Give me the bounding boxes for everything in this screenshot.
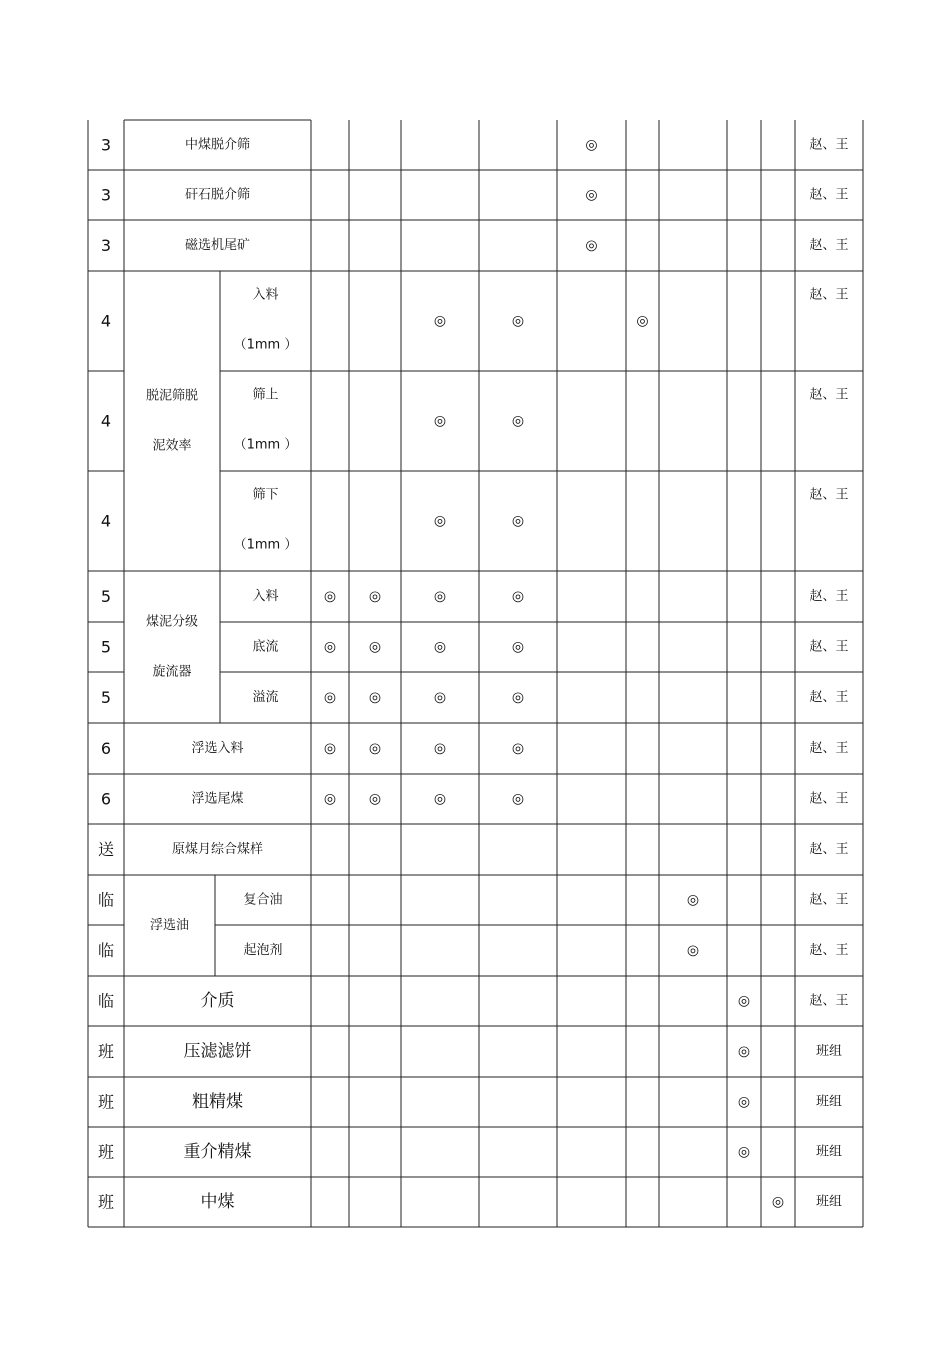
check-mark: ◎ bbox=[368, 740, 382, 757]
responsible-party: 班组 bbox=[815, 1094, 843, 1110]
check-mark: ◎ bbox=[585, 237, 598, 254]
row-code: 6 bbox=[100, 789, 112, 809]
responsible-party: 班组 bbox=[815, 1144, 843, 1160]
item-name: 中煤脱介筛 bbox=[184, 137, 251, 153]
sub-item-name: 入料 bbox=[252, 287, 279, 303]
check-mark: ◎ bbox=[511, 689, 525, 706]
row-code: 5 bbox=[100, 637, 112, 657]
responsible-party: 赵、王 bbox=[809, 487, 849, 503]
responsible-party: 赵、王 bbox=[809, 387, 849, 403]
check-mark: ◎ bbox=[737, 1144, 751, 1160]
check-mark: ◎ bbox=[323, 689, 337, 706]
check-mark: ◎ bbox=[511, 413, 525, 429]
row-code: 临 bbox=[97, 991, 115, 1011]
responsible-party: 赵、王 bbox=[809, 137, 849, 153]
sub-item-name: 复合油 bbox=[243, 892, 283, 908]
check-mark: ◎ bbox=[433, 639, 447, 655]
check-mark: ◎ bbox=[368, 791, 382, 807]
check-mark: ◎ bbox=[511, 639, 525, 655]
row-code: 4 bbox=[100, 311, 112, 331]
check-mark: ◎ bbox=[686, 942, 700, 959]
sub-item-size: （1mm ） bbox=[233, 537, 298, 553]
responsible-party: 赵、王 bbox=[809, 639, 849, 655]
check-mark: ◎ bbox=[511, 313, 525, 329]
responsible-party: 班组 bbox=[815, 1194, 843, 1210]
sub-item-name: 筛上 bbox=[252, 387, 279, 403]
responsible-party: 赵、王 bbox=[809, 892, 849, 908]
row-code: 班 bbox=[97, 1142, 115, 1162]
responsible-party: 赵、王 bbox=[809, 187, 849, 203]
check-mark: ◎ bbox=[323, 588, 337, 605]
row-code: 5 bbox=[100, 688, 112, 707]
check-mark: ◎ bbox=[433, 740, 447, 757]
check-mark: ◎ bbox=[511, 740, 525, 757]
row-code: 6 bbox=[100, 739, 112, 758]
check-mark: ◎ bbox=[368, 689, 382, 706]
check-mark: ◎ bbox=[636, 313, 649, 329]
check-mark: ◎ bbox=[433, 791, 447, 807]
item-name: 磁选机尾矿 bbox=[184, 238, 251, 253]
sub-item-name: 起泡剂 bbox=[243, 943, 283, 958]
check-mark: ◎ bbox=[511, 588, 525, 605]
responsible-party: 赵、王 bbox=[809, 791, 849, 807]
group-name: 脱泥筛脱 bbox=[145, 388, 199, 404]
responsible-party: 赵、王 bbox=[809, 589, 849, 604]
row-code: 临 bbox=[97, 890, 115, 910]
row-code: 临 bbox=[97, 941, 115, 960]
responsible-party: 赵、王 bbox=[809, 993, 849, 1009]
row-code: 4 bbox=[100, 511, 112, 531]
check-mark: ◎ bbox=[585, 137, 598, 153]
check-mark: ◎ bbox=[433, 588, 447, 605]
item-name: 矸石脱介筛 bbox=[184, 187, 251, 203]
responsible-party: 赵、王 bbox=[809, 287, 849, 303]
check-mark: ◎ bbox=[511, 791, 525, 807]
item-name: 粗精煤 bbox=[192, 1092, 243, 1112]
responsible-party: 赵、王 bbox=[809, 741, 849, 756]
check-mark: ◎ bbox=[323, 639, 337, 655]
row-code: 班 bbox=[97, 1092, 115, 1112]
item-name: 压滤滤饼 bbox=[183, 1041, 252, 1062]
row-code: 5 bbox=[100, 587, 112, 606]
row-code: 3 bbox=[100, 236, 112, 255]
group-name: 浮选油 bbox=[149, 918, 190, 933]
responsible-party: 赵、王 bbox=[809, 238, 849, 253]
row-code: 3 bbox=[100, 185, 112, 205]
responsible-party: 班组 bbox=[815, 1044, 843, 1059]
check-mark: ◎ bbox=[368, 639, 382, 655]
check-mark: ◎ bbox=[368, 588, 382, 605]
sub-item-name: 筛下 bbox=[252, 487, 279, 503]
item-name: 浮选入料 bbox=[191, 741, 244, 756]
item-name: 中煤 bbox=[200, 1192, 235, 1212]
check-mark: ◎ bbox=[511, 513, 525, 529]
check-mark: ◎ bbox=[737, 1094, 751, 1110]
check-mark: ◎ bbox=[771, 1194, 785, 1210]
check-mark: ◎ bbox=[323, 791, 337, 807]
check-mark: ◎ bbox=[585, 187, 598, 203]
item-name: 原煤月综合煤样 bbox=[171, 842, 264, 857]
check-mark: ◎ bbox=[323, 740, 337, 757]
check-mark: ◎ bbox=[433, 413, 447, 429]
row-code: 班 bbox=[97, 1042, 115, 1061]
group-name: 煤泥分级 bbox=[145, 614, 199, 630]
item-name: 浮选尾煤 bbox=[191, 791, 244, 807]
row-code: 4 bbox=[100, 411, 112, 431]
sub-item-size: （1mm ） bbox=[233, 437, 298, 453]
sub-item-name: 底流 bbox=[252, 639, 279, 655]
check-mark: ◎ bbox=[737, 993, 751, 1009]
responsible-party: 赵、王 bbox=[809, 690, 849, 705]
check-mark: ◎ bbox=[737, 1043, 751, 1060]
row-code: 3 bbox=[100, 135, 112, 155]
check-mark: ◎ bbox=[433, 313, 447, 329]
item-name: 介质 bbox=[200, 991, 235, 1011]
check-mark: ◎ bbox=[433, 689, 447, 706]
responsible-party: 赵、王 bbox=[809, 943, 849, 958]
responsible-party: 赵、王 bbox=[809, 842, 849, 857]
sub-item-name: 入料 bbox=[252, 589, 279, 604]
sub-item-name: 溢流 bbox=[252, 690, 279, 705]
group-name: 泥效率 bbox=[152, 438, 192, 454]
group-name: 旋流器 bbox=[152, 664, 192, 680]
row-code: 送 bbox=[97, 840, 115, 859]
item-name: 重介精煤 bbox=[183, 1142, 252, 1162]
check-mark: ◎ bbox=[686, 892, 700, 908]
row-code: 班 bbox=[97, 1192, 115, 1212]
check-mark: ◎ bbox=[433, 513, 447, 529]
sub-item-size: （1mm ） bbox=[233, 337, 298, 353]
